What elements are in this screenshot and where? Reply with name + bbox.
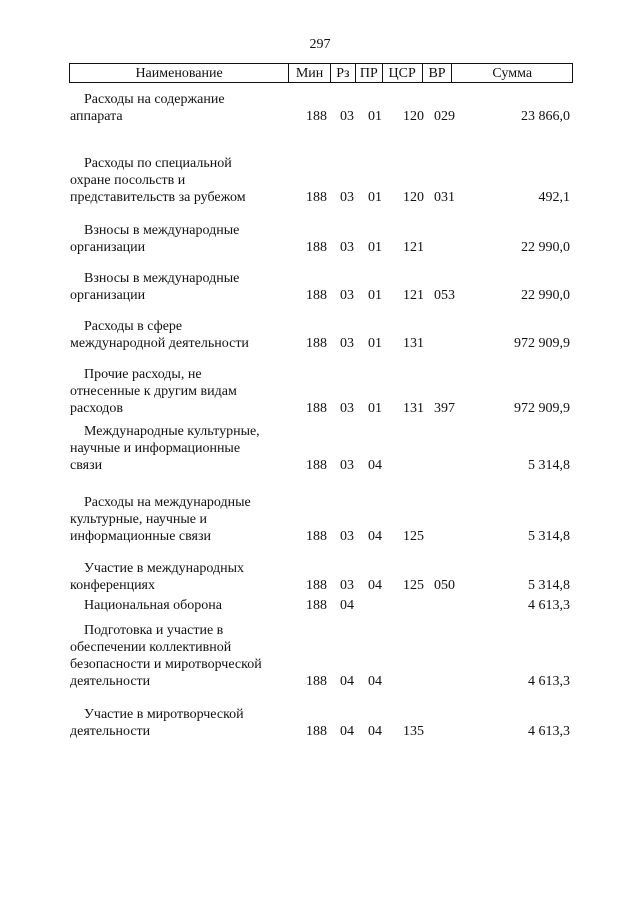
row-name-line: Расходы на содержание [84, 92, 225, 107]
row-rz: 03 [340, 529, 354, 544]
row-name [70, 366, 290, 417]
row-csr: 131 [403, 336, 424, 351]
row-min: 188 [306, 578, 327, 593]
row-name [70, 423, 290, 474]
row-name-line: Прочие расходы, не [84, 367, 202, 382]
page-number: 297 [309, 37, 331, 52]
row-sum: 22 990,0 [521, 240, 570, 255]
row-sum: 972 909,9 [514, 401, 570, 416]
row-pr: 04 [368, 529, 382, 544]
row-rz: 03 [340, 458, 354, 473]
row-vr: 050 [434, 578, 455, 593]
row-csr: 131 [403, 401, 424, 416]
row-min: 188 [306, 598, 327, 613]
header-csr: ЦСР [382, 64, 422, 82]
row-pr: 04 [368, 578, 382, 593]
row-csr: 125 [403, 529, 424, 544]
header-vr: ВР [422, 64, 452, 82]
row-min: 188 [306, 109, 327, 124]
row-name-line: отнесенные к другим видам [70, 384, 237, 399]
row-name-line: деятельности [70, 674, 151, 689]
row-sum: 492,1 [538, 190, 570, 205]
row-sum: 972 909,9 [514, 336, 570, 351]
row-rz: 03 [340, 190, 354, 205]
row-name-line: аппарата [70, 109, 123, 124]
row-csr: 135 [403, 724, 424, 739]
row-name-line: связи [70, 458, 103, 473]
row-rz: 03 [340, 240, 354, 255]
row-name-line: организации [70, 288, 146, 303]
row-min: 188 [306, 401, 327, 416]
row-vr: 053 [434, 288, 455, 303]
row-pr: 01 [368, 401, 382, 416]
row-name [70, 706, 290, 740]
row-name-line: обеспечении коллективной [70, 640, 232, 655]
row-name-line: научные и информационные [70, 441, 241, 456]
row-pr: 04 [368, 674, 382, 689]
row-min: 188 [306, 674, 327, 689]
row-csr: 120 [403, 109, 424, 124]
row-name-line: Участие в международных [84, 561, 245, 576]
row-rz: 04 [340, 598, 354, 613]
row-name-line: Расходы в сфере [84, 319, 183, 334]
row-name-line: информационные связи [70, 529, 212, 544]
row-csr: 121 [403, 288, 424, 303]
row-name-line: Международные культурные, [84, 424, 260, 439]
header-name: Наименование [135, 66, 223, 81]
row-vr: 397 [434, 401, 455, 416]
row-pr: 01 [368, 109, 382, 124]
row-name [70, 494, 290, 545]
row-min: 188 [306, 529, 327, 544]
row-pr: 01 [368, 336, 382, 351]
row-rz: 03 [340, 336, 354, 351]
row-name [70, 155, 290, 206]
row-name [70, 91, 290, 125]
row-min: 188 [306, 190, 327, 205]
row-pr: 01 [368, 240, 382, 255]
row-csr: 120 [403, 190, 424, 205]
row-name-line: Расходы на международные [84, 495, 251, 510]
header-sum: Сумма [451, 64, 572, 82]
row-sum: 5 314,8 [528, 529, 570, 544]
row-name-line: деятельности [70, 724, 151, 739]
row-name-line: Расходы по специальной [84, 156, 232, 171]
row-pr: 04 [368, 724, 382, 739]
row-name-line: организации [70, 240, 146, 255]
row-csr: 125 [403, 578, 424, 593]
row-name-line: Национальная оборона [84, 598, 222, 613]
row-name [70, 270, 290, 304]
row-rz: 03 [340, 109, 354, 124]
row-name-line: охране посольств и [70, 173, 186, 188]
row-rz: 03 [340, 401, 354, 416]
row-sum: 4 613,3 [528, 674, 570, 689]
table-header [69, 63, 573, 83]
row-rz: 03 [340, 578, 354, 593]
row-name-line: Взносы в международные [84, 223, 240, 238]
row-rz: 04 [340, 724, 354, 739]
row-name [70, 318, 290, 352]
row-name [70, 597, 290, 614]
row-rz: 03 [340, 288, 354, 303]
row-name-line: культурные, научные и [70, 512, 208, 527]
row-min: 188 [306, 288, 327, 303]
row-min: 188 [306, 336, 327, 351]
row-min: 188 [306, 458, 327, 473]
row-csr: 121 [403, 240, 424, 255]
row-sum: 4 613,3 [528, 598, 570, 613]
row-rz: 04 [340, 674, 354, 689]
row-sum: 23 866,0 [521, 109, 570, 124]
row-min: 188 [306, 724, 327, 739]
row-vr: 031 [434, 190, 455, 205]
row-name-line: расходов [70, 401, 124, 416]
row-name-line: конференциях [70, 578, 155, 593]
row-min: 188 [306, 240, 327, 255]
row-name [70, 560, 290, 594]
row-name-line: Участие в миротворческой [84, 707, 244, 722]
row-name [70, 622, 290, 690]
row-vr: 029 [434, 109, 455, 124]
header-min: Мин [288, 64, 330, 82]
row-name [70, 222, 290, 256]
row-pr: 01 [368, 288, 382, 303]
row-name-line: безопасности и миротворческой [70, 657, 262, 672]
header-rz: Рз [330, 64, 355, 82]
row-pr: 01 [368, 190, 382, 205]
row-sum: 4 613,3 [528, 724, 570, 739]
row-name-line: международной деятельности [70, 336, 249, 351]
row-sum: 5 314,8 [528, 458, 570, 473]
row-name-line: представительств за рубежом [70, 190, 246, 205]
header-pr: ПР [355, 64, 382, 82]
row-name-line: Подготовка и участие в [84, 623, 224, 638]
row-name-line: Взносы в международные [84, 271, 240, 286]
row-pr: 04 [368, 458, 382, 473]
row-sum: 5 314,8 [528, 578, 570, 593]
row-sum: 22 990,0 [521, 288, 570, 303]
